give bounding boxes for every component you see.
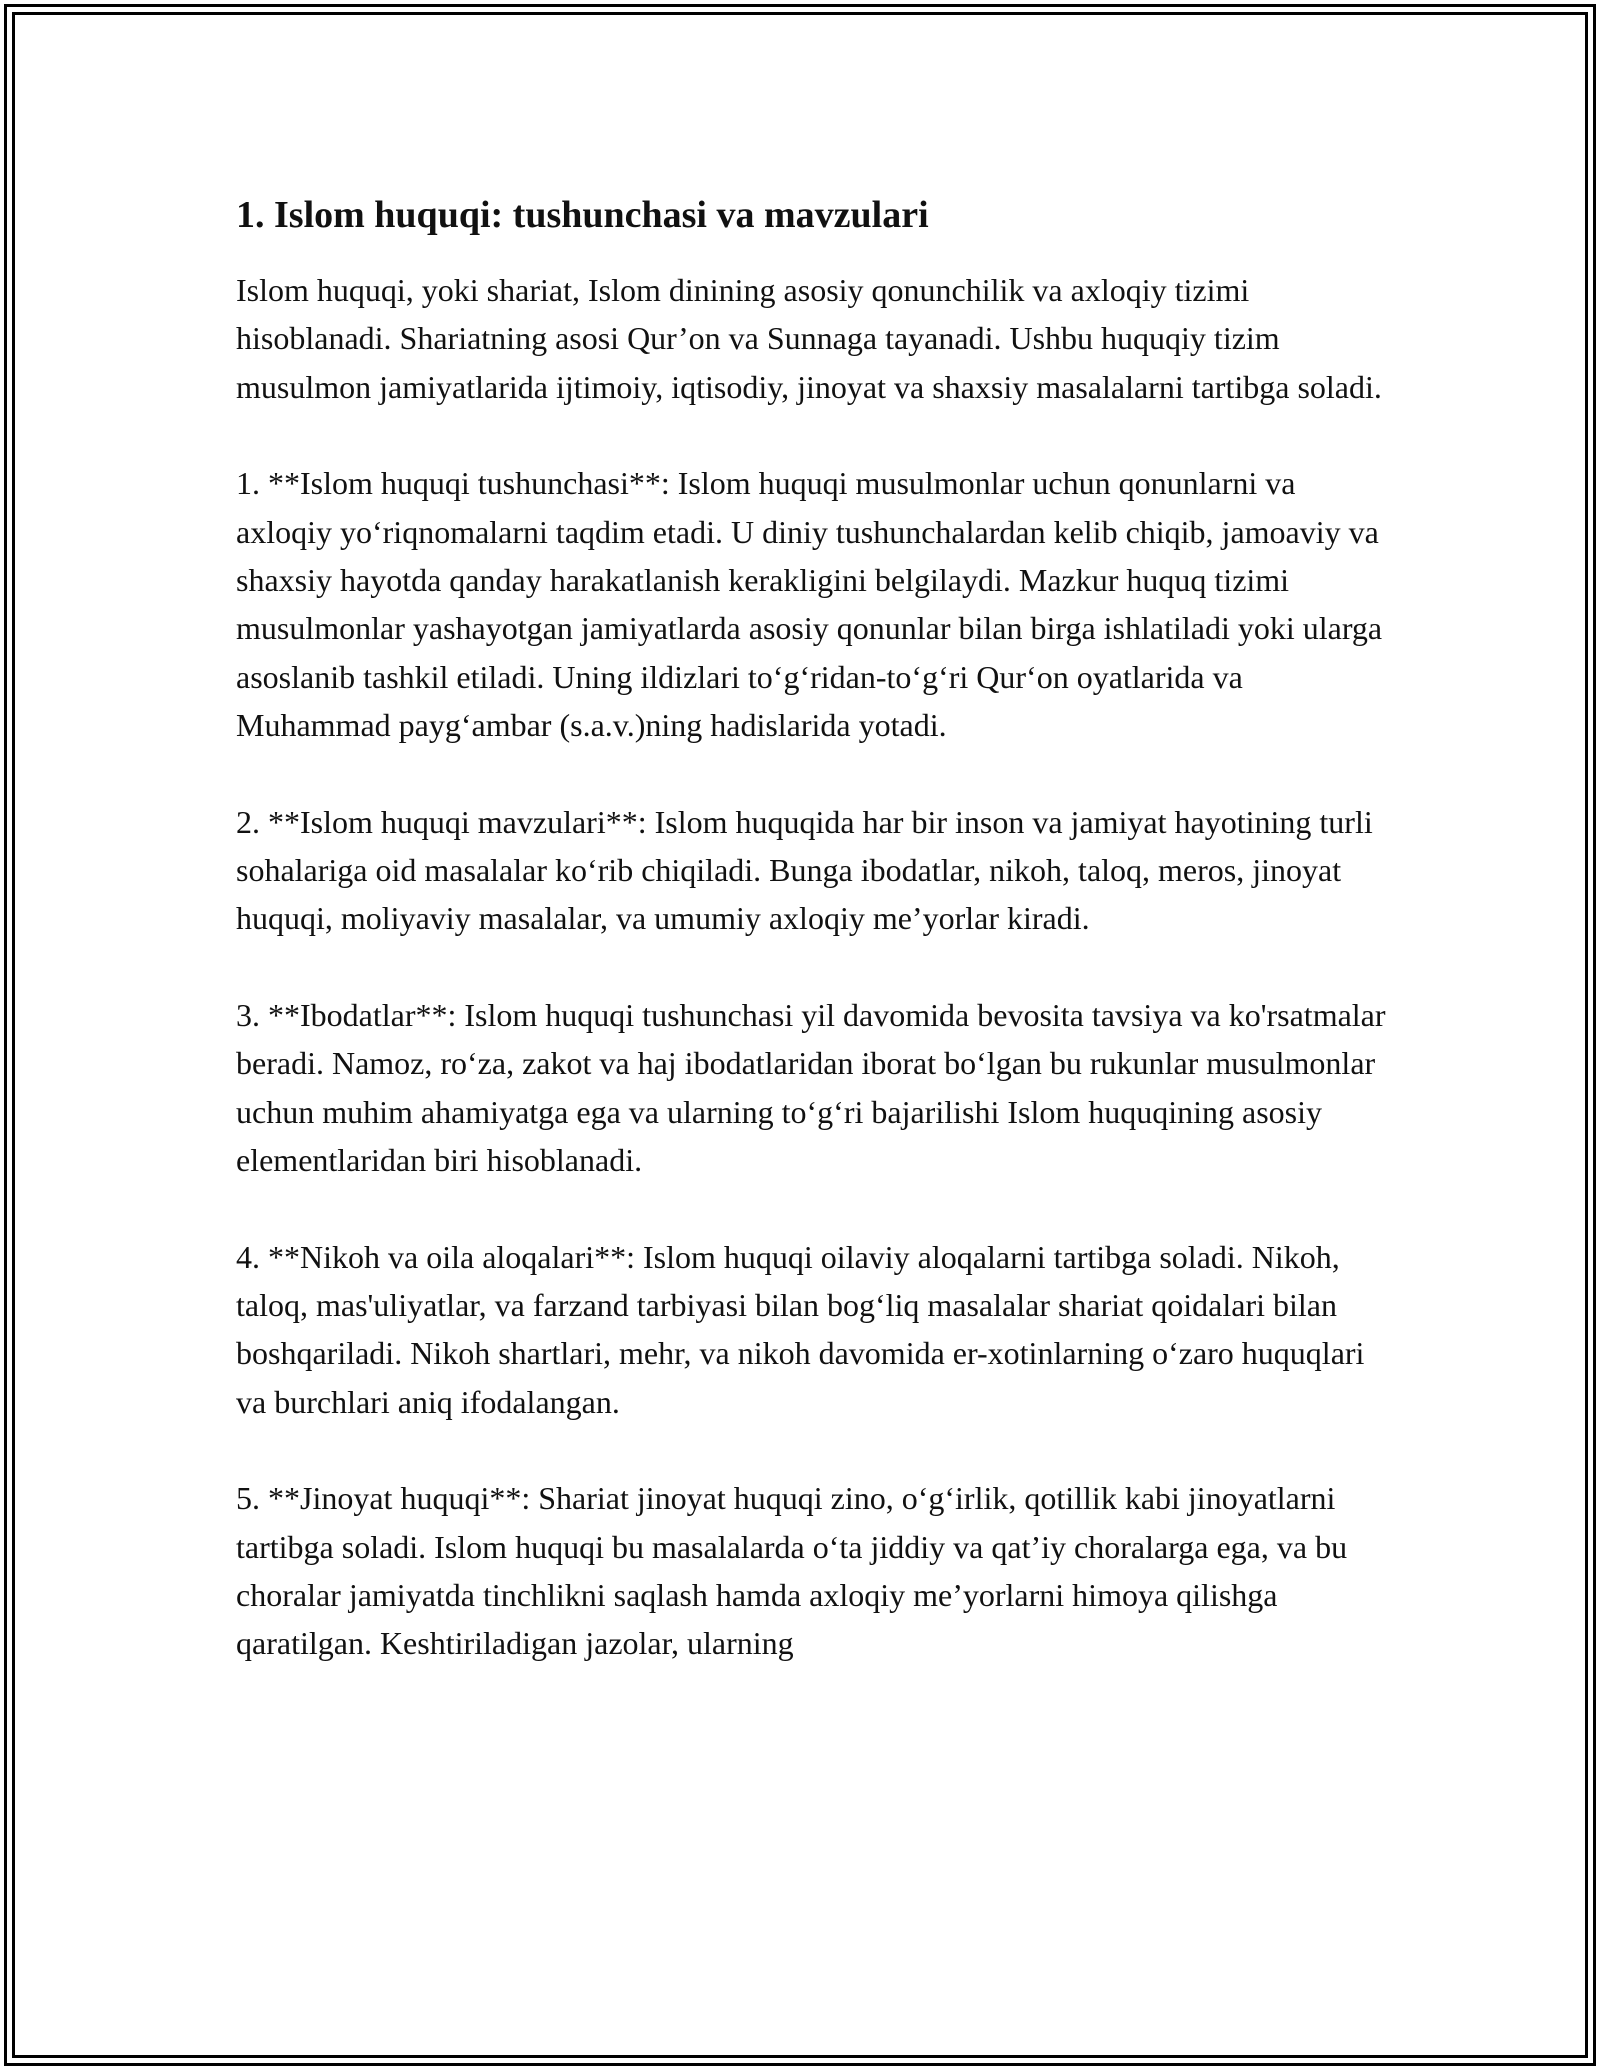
- document-body: [236, 188, 1386, 1716]
- paragraph-intro: Islom huquqi, yoki shariat, Islom dinining asosiy qonunchilik va axloqiy tizimi hisoblanadi. Shariatning asosi Qur’on va Sunnaga tayanadi. Ushbu huquqiy tizim musulmon jamiyatlarida ijtimoiy, iqtisodiy, jinoyat va shaxsiy masalalarni tartibga soladi.: [236, 272, 1382, 405]
- paragraph-2: 2. **Islom huquqi mavzulari**: Islom huquqida har bir inson va jamiyat hayotining turli sohalariga oid masalalar ko‘rib chiqiladi. Bunga ibodatlar, nikoh, taloq, meros, jinoyat huquqi, moliyaviy masalalar, va umumiy axloqiy me’yorlar kiradi.: [236, 803, 1373, 937]
- paragraph-1: 1. **Islom huquqi tushunchasi**: Islom huquqi musulmonlar uchun qonunlarni va axloqiy yo‘riqnomalarni taqdim etadi. U diniy tushunchalardan kelib chiqib, jamoaviy va shaxsiy hayotda qanday harakatlanish kerakligini belgilaydi. Mazkur huquq tizimi musulmonlar yashayotgan jamiyatlarda asosiy qonunlar bilan birga ishlatiladi yoki ularga asoslanib tashkil etiladi. Uning ildizlari to‘g‘ridan-to‘g‘ri Qur‘on oyatlarida va Muhammad payg‘ambar (s.a.v.)ning hadislarida yotadi.: [236, 465, 1383, 744]
- paragraph-4: 4. **Nikoh va oila aloqalari**: Islom huquqi oilaviy aloqalarni tartibga soladi. Nikoh, taloq, mas'uliyatlar, va farzand tarbiyasi bilan bog‘liq masalalar shariat qoidalari bilan boshqariladi. Nikoh shartlari, mehr, va nikoh davomida er-xotinlarning o‘zaro huquqlari va burchlari aniq ifodalangan.: [236, 1238, 1365, 1420]
- paragraph-5: 5. **Jinoyat huquqi**: Shariat jinoyat huquqi zino, o‘g‘irlik, qotillik kabi jinoyatlarni tartibga soladi. Islom huquqi bu masalalarda o‘ta jiddiy va qat’iy choralarga ega, va bu choralar jamiyatda tinchlikni saqlash hamda axloqiy me’yorlarni himoya qilishga qaratilgan. Keshtiriladigan jazolar, ularning: [236, 1480, 1348, 1662]
- paragraph-3: 3. **Ibodatlar**: Islom huquqi tushunchasi yil davomida bevosita tavsiya va ko'rsatmalar beradi. Namoz, ro‘za, zakot va haj ibodatlaridan iborat bo‘lgan bu rukunlar musulmonlar uchun muhim ahamiyatga ega va ularning to‘g‘ri bajarilishi Islom huquqining asosiy elementlaridan biri hisoblanadi.: [236, 996, 1386, 1179]
- document-title: 1. Islom huquqi: tushunchasi va mavzulari: [236, 194, 929, 236]
